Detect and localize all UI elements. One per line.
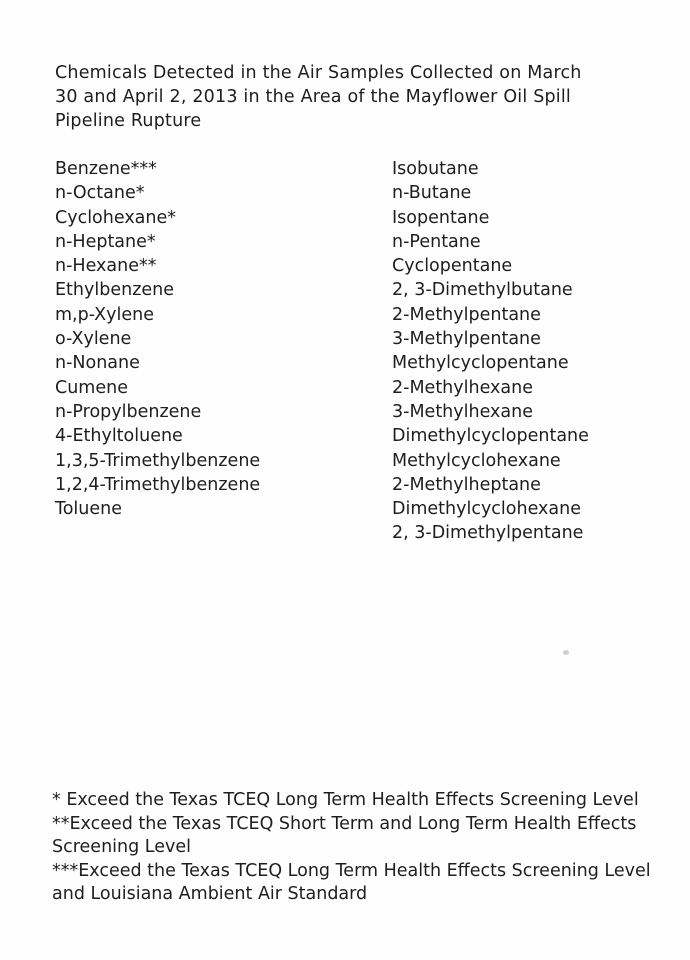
chemical-item: 2, 3-Dimethylbutane [392,280,573,301]
footnote: **Exceed the Texas TCEQ Short Term and Long Term Health Effects Screening Level [52,813,637,857]
chemical-item: Dimethylcyclohexane [392,499,581,520]
chemical-item: Cyclopentane [392,256,513,277]
document-title [55,61,670,133]
chemical-item: Cumene [55,377,128,398]
chemical-item: n-Nonane [55,353,140,374]
chemical-item: n-Octane* [55,183,145,204]
chemical-item: 2-Methylhexane [392,377,533,398]
chemical-item: Isobutane [392,159,479,179]
chemical-item: 1,3,5-Trimethylbenzene [55,450,261,471]
chemical-item: 2-Methylpentane [392,304,541,325]
chemical-list-right [392,157,589,546]
title-line: Chemicals Detected in the Air Samples Collected on March [55,63,582,83]
chemical-item: Methylcyclopentane [392,353,569,374]
chemical-item: Toluene [55,499,123,520]
chemical-item: o-Xylene [55,329,132,350]
chemical-item: n-Hexane** [55,256,157,277]
scan-speck [563,650,569,655]
chemical-item: 4-Ethyltoluene [55,426,183,447]
chemical-item: m,p-Xylene [55,304,154,325]
footnote: * Exceed the Texas TCEQ Long Term Health Effects Screening Level [52,790,639,810]
chemical-item: 2, 3-Dimethylpentane [392,523,584,544]
chemical-item: Benzene*** [55,159,157,179]
chemical-item: Cyclohexane* [55,207,177,228]
chemical-item: 1,2,4-Trimethylbenzene [55,474,261,495]
chemical-item: n-Pentane [392,231,481,252]
chemical-item: 3-Methylhexane [392,401,533,422]
chemical-list-left [55,157,260,521]
chemical-item: Isopentane [392,207,490,228]
footnotes [52,789,662,907]
chemical-item: n-Propylbenzene [55,401,202,422]
footnote: ***Exceed the Texas TCEQ Long Term Health Effects Screening Level and Louisiana Ambient Air Standard [52,860,651,904]
chemical-item: Dimethylcyclopentane [392,426,589,447]
chemical-item: n-Heptane* [55,231,156,252]
title-line: Pipeline Rupture [55,111,202,131]
chemical-item: Ethylbenzene [55,280,175,301]
chemical-item: n-Butane [392,183,472,204]
chemical-item: 2-Methylheptane [392,474,541,495]
title-line: 30 and April 2, 2013 in the Area of the Mayflower Oil Spill [55,87,571,107]
chemical-item: Methylcyclohexane [392,450,561,471]
chemical-item: 3-Methylpentane [392,329,541,350]
